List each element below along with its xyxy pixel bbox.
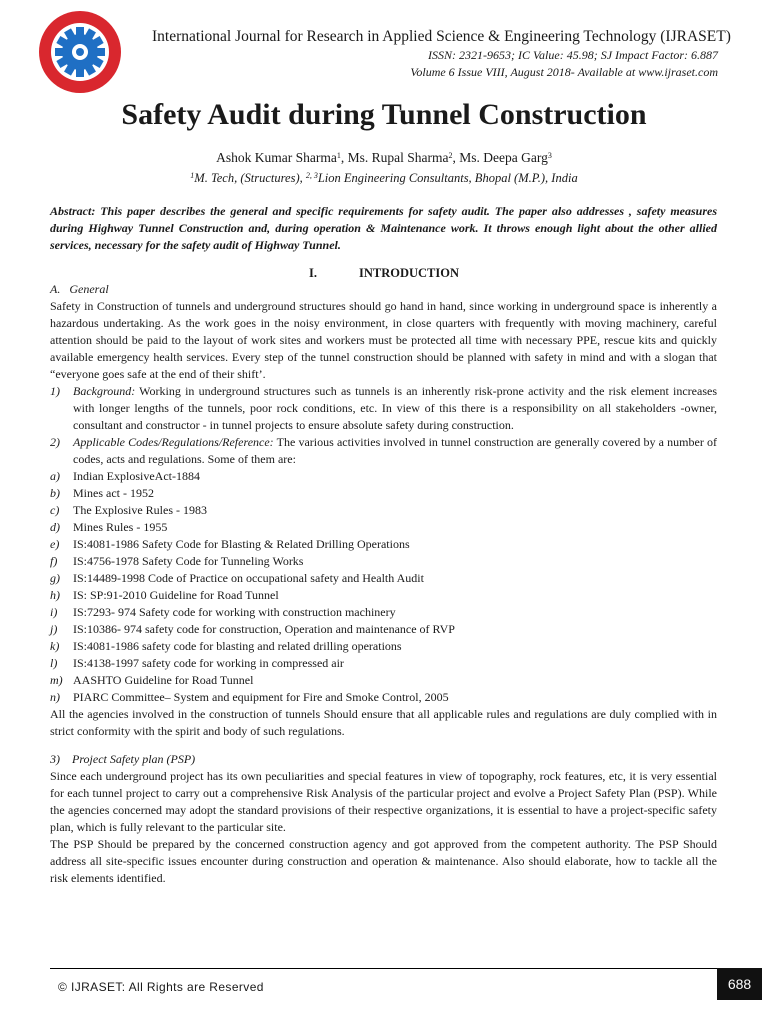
agencies-paragraph: All the agencies involved in the construction of tunnels Should ensure that all applicable rules and regulations are duly complied with in strict conformity with the spirit and body of such regulations. xyxy=(50,707,717,738)
affiliation-text: M. Tech, (Structures), xyxy=(194,171,306,185)
code-item xyxy=(50,485,717,502)
subsection-title: General xyxy=(69,282,109,296)
psp-title: Project Safety plan (PSP) xyxy=(72,752,196,766)
code-text: IS:4756-1978 Safety Code for Tunneling Works xyxy=(73,554,304,568)
code-text: IS:14489-1998 Code of Practice on occupational safety and Health Audit xyxy=(73,571,424,585)
code-text: Mines act - 1952 xyxy=(73,486,154,500)
affiliation-superscript: 1 xyxy=(190,171,195,180)
code-item xyxy=(50,638,717,655)
code-text: IS:4081-1986 safety code for blasting and related drilling operations xyxy=(73,639,402,653)
section-number: I. xyxy=(308,266,317,280)
code-marker: n) xyxy=(50,690,60,704)
code-marker: d) xyxy=(50,520,60,534)
volume-line: Volume 6 Issue VIII, August 2018- Available at www.ijraset.com xyxy=(410,65,718,79)
author-list xyxy=(0,150,768,166)
code-text: PIARC Committee– System and equipment for Fire and Smoke Control, 2005 xyxy=(73,690,449,704)
item-text: Working in underground structures such as tunnels is an inherently risk-prone activity and the risk element increases with longer lengths of the tunnels, poor rock conditions, etc. In view of this there is a responsibility on all stakeholders -owner, consultant and constructor - in tunnel projects to ensure absolute safety during construction. xyxy=(73,384,717,432)
author-superscript: 2 xyxy=(448,151,453,160)
affiliation-text: Lion Engineering Consultants, Bhopal (M.P.), India xyxy=(317,171,578,185)
code-item xyxy=(50,672,717,689)
code-text: IS:10386- 974 safety code for construction, Operation and maintenance of RVP xyxy=(73,622,455,636)
affiliation-superscript: 2, 3 xyxy=(305,171,318,180)
author-name: Ms. Rupal Sharma xyxy=(347,150,449,165)
code-marker: j) xyxy=(50,622,58,636)
code-item xyxy=(50,553,717,570)
subsection-marker: A. xyxy=(50,282,61,296)
author-separator: , xyxy=(340,150,348,165)
item-lead: Applicable Codes/Regulations/Reference: xyxy=(73,435,274,449)
code-text: IS:7293- 974 Safety code for working with construction machinery xyxy=(73,605,396,619)
numbered-item xyxy=(50,383,717,434)
code-item xyxy=(50,655,717,672)
affiliation xyxy=(0,171,768,186)
codes-list xyxy=(50,468,717,706)
code-marker: b) xyxy=(50,486,60,500)
code-text: IS: SP:91-2010 Guideline for Road Tunnel xyxy=(73,588,279,602)
code-item xyxy=(50,502,717,519)
author-separator: , xyxy=(452,150,460,165)
numbered-item xyxy=(50,434,717,468)
psp-heading xyxy=(50,751,717,768)
page-number: 688 xyxy=(717,968,762,1000)
paper-title: Safety Audit during Tunnel Construction xyxy=(121,98,647,131)
item-text: The various activities involved in tunnel construction are generally covered by a number of codes, acts and regulations. Some of them are: xyxy=(73,435,717,466)
item-lead: Background: xyxy=(73,384,136,398)
code-item xyxy=(50,689,717,706)
item-marker: 2) xyxy=(50,435,60,449)
code-text: AASHTO Guideline for Road Tunnel xyxy=(73,673,254,687)
footer-copyright: © IJRASET: All Rights are Reserved xyxy=(58,980,264,994)
code-item xyxy=(50,536,717,553)
code-marker: m) xyxy=(50,673,63,687)
general-paragraph: Safety in Construction of tunnels and underground structures should go hand in hand, since working in underground space is inherently a hazardous undertaking. As the work goes in the noisy environment, in close quarters with frequently with moving machinery, careful attention should be paid to the layout of work sites and workers must be protected all time with necessary PPE, rescue kits and quickly available emergency health services. Every step of the tunnel construction should be planned with safety in mind and with a slogan that “everyone goes safe at the end of their shift’. xyxy=(50,299,717,381)
code-text: IS:4138-1997 safety code for working in compressed air xyxy=(73,656,344,670)
author-superscript: 3 xyxy=(547,151,552,160)
code-item xyxy=(50,519,717,536)
code-item xyxy=(50,621,717,638)
code-marker: e) xyxy=(50,537,60,551)
journal-gear-logo-icon xyxy=(38,10,122,94)
author-name: Ashok Kumar Sharma xyxy=(216,150,337,165)
body-content xyxy=(50,281,717,887)
abstract: Abstract: This paper describes the general and specific requirements for safety audit. The paper also addresses , safety measures during Highway Tunnel Construction and, during operation & Maintenance work. It throws enough light about the other allied services, necessary for the safety audit of Highway Tunnel. xyxy=(50,204,717,252)
psp-marker: 3) xyxy=(50,752,60,766)
code-marker: c) xyxy=(50,503,60,517)
code-marker: a) xyxy=(50,469,60,483)
issn-line: ISSN: 2321-9653; IC Value: 45.98; SJ Impact Factor: 6.887 xyxy=(428,48,718,62)
code-item xyxy=(50,604,717,621)
author-name: Ms. Deepa Garg xyxy=(459,150,548,165)
code-item xyxy=(50,587,717,604)
author-superscript: 1 xyxy=(336,151,341,160)
section-title: INTRODUCTION xyxy=(358,266,459,280)
code-marker: l) xyxy=(50,656,58,670)
code-text: The Explosive Rules - 1983 xyxy=(73,503,207,517)
code-text: Indian ExplosiveAct-1884 xyxy=(73,469,200,483)
journal-title: International Journal for Research in Applied Science & Engineering Technology (IJRASET) xyxy=(152,28,731,45)
code-marker: g) xyxy=(50,571,60,585)
code-item xyxy=(50,570,717,587)
code-marker: k) xyxy=(50,639,60,653)
item-marker: 1) xyxy=(50,384,60,398)
code-text: Mines Rules - 1955 xyxy=(73,520,168,534)
footer-rule xyxy=(50,968,717,969)
code-item xyxy=(50,468,717,485)
code-marker: h) xyxy=(50,588,60,602)
psp-paragraph-1: Since each underground project has its own peculiarities and special features in view of topography, rock features, etc, it is very essential for each tunnel project to carry out a comprehensive Risk Analysis of the particular project and evolve a Project Safety Plan (PSP). While the agencies concerned may adopt the standard provisions of their respective organizations, it is essential to have a project-specific safety plan, which is fully relevant to the particular site. xyxy=(50,769,717,834)
section-heading xyxy=(0,266,768,281)
code-marker: i) xyxy=(50,605,58,619)
subsection-heading xyxy=(50,281,717,298)
code-text: IS:4081-1986 Safety Code for Blasting & Related Drilling Operations xyxy=(73,537,410,551)
psp-paragraph-2: The PSP Should be prepared by the concerned construction agency and got approved from the competent authority. The PSP Should address all site-specific issues encounter during construction and operation & maintenance. Also should elaborate, how to tackle all the risk elements identified. xyxy=(50,837,717,885)
code-marker: f) xyxy=(50,554,58,568)
